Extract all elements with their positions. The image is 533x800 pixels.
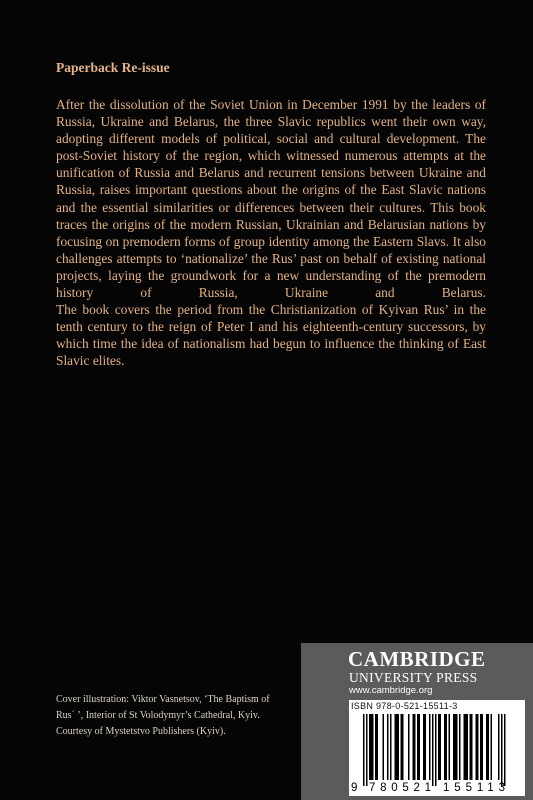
barcode-digits-left: 780521 [369,782,431,794]
barcode-bar [486,714,488,780]
barcode-bar [471,714,473,780]
barcode-bar [444,714,446,780]
barcode-bar [482,714,484,780]
publisher-panel [301,643,533,800]
barcode-bar [408,714,410,780]
barcode-bar [363,714,365,786]
barcode-bar [435,714,437,786]
barcode-bar [477,714,479,780]
barcode-bar [491,714,493,780]
barcode-bar [446,714,448,780]
barcode-bar [470,714,472,780]
barcode-bar [401,714,403,780]
cover-credit-line-2: Rus´ ’, Interior of St Volodymyr’s Cathedral, Kyiv. [56,710,260,721]
barcode-bar [395,714,397,780]
barcode-bar [432,714,434,786]
cover-credit-line-1: Cover illustration: Viktor Vasnetsov, ‘The Baptism of [56,694,270,705]
publisher-url: www.cambridge.org [349,685,433,696]
blurb-text [56,96,486,370]
barcode-bar [417,714,419,780]
barcode-bar [449,714,451,780]
barcode-bar [504,714,506,786]
barcode-bar [464,714,466,780]
barcode-bar [501,714,503,786]
barcode-bar [476,714,478,780]
blurb-paragraph-1: After the dissolution of the Soviet Union in December 1991 by the leaders of Russia, Ukraine and Belarus, the three Slavic republics went their own way, adopting different models of political, social and cultural development. The post-Soviet history of the region, which witnessed numerous attempts at the unification of Russia and Belarus and recurrent tensions between Ukraine and Russia, raises important questions about the origins of the East Slavic nations and the essential similarities or differences between their cultures. This book traces the origins of the modern Russian, Ukrainian and Belarusian nations by focusing on premodern forms of group identity among the Eastern Slavs. It also challenges attempts to ‘nationalize’ the Rus’ past on behalf of existing national projects, laying the groundwork for a new understanding of the premodern history of Russia, Ukraine and Belarus. [56,97,486,301]
isbn-label: ISBN 978-0-521-15511-3 [351,701,458,711]
barcode-bar [371,714,373,780]
barcode-bar [402,714,404,780]
barcode-bar [396,714,398,780]
barcode-bar [465,714,467,780]
barcode-bar [366,714,368,786]
barcode-bar [387,714,389,780]
barcode-bar [369,714,371,780]
barcode-bar [440,714,442,780]
barcode-bars [363,714,506,786]
barcode-bar [438,714,440,780]
barcode-bar [413,714,415,780]
cover-credit-line-3: Courtesy of Mystetstvo Publishers (Kyiv). [56,726,226,737]
page-title: Paperback Re-issue [56,60,170,75]
barcode-bar [425,714,427,780]
publisher-logo-press: UNIVERSITY PRESS [349,670,478,685]
blurb-paragraph-2: The book covers the period from the Christianization of Kyivan Rus’ in the tenth century to the reign of Peter I and his eighteenth-century successors, by which time the idea of nationalism had begun to influence the thinking of East Slavic elites. [56,302,486,369]
barcode-bar [375,714,377,780]
barcode-bar [414,714,416,780]
barcode-bar [419,714,421,780]
barcode-bar [456,714,458,780]
barcode-bar [383,714,385,780]
barcode-bar [453,714,455,780]
barcode-bar [480,714,482,780]
publisher-logo-name: CAMBRIDGE [348,647,486,671]
barcode-digits-right: 155113 [443,782,505,794]
barcode-bar [488,714,490,780]
barcode-bar [429,714,431,780]
barcode-bar [423,714,425,780]
barcode-digit-first: 9 [351,782,358,794]
cover-credit [56,692,296,740]
barcode-graphic [349,700,525,796]
barcode-bar [498,714,500,780]
barcode-bar [459,714,461,780]
barcode-bar [455,714,457,780]
barcode-bar [390,714,392,780]
barcode-bar [372,714,374,780]
barcode-bar [467,714,469,780]
barcode-bar [398,714,400,780]
barcode-bar [377,714,379,780]
isbn-barcode-block [349,700,525,796]
